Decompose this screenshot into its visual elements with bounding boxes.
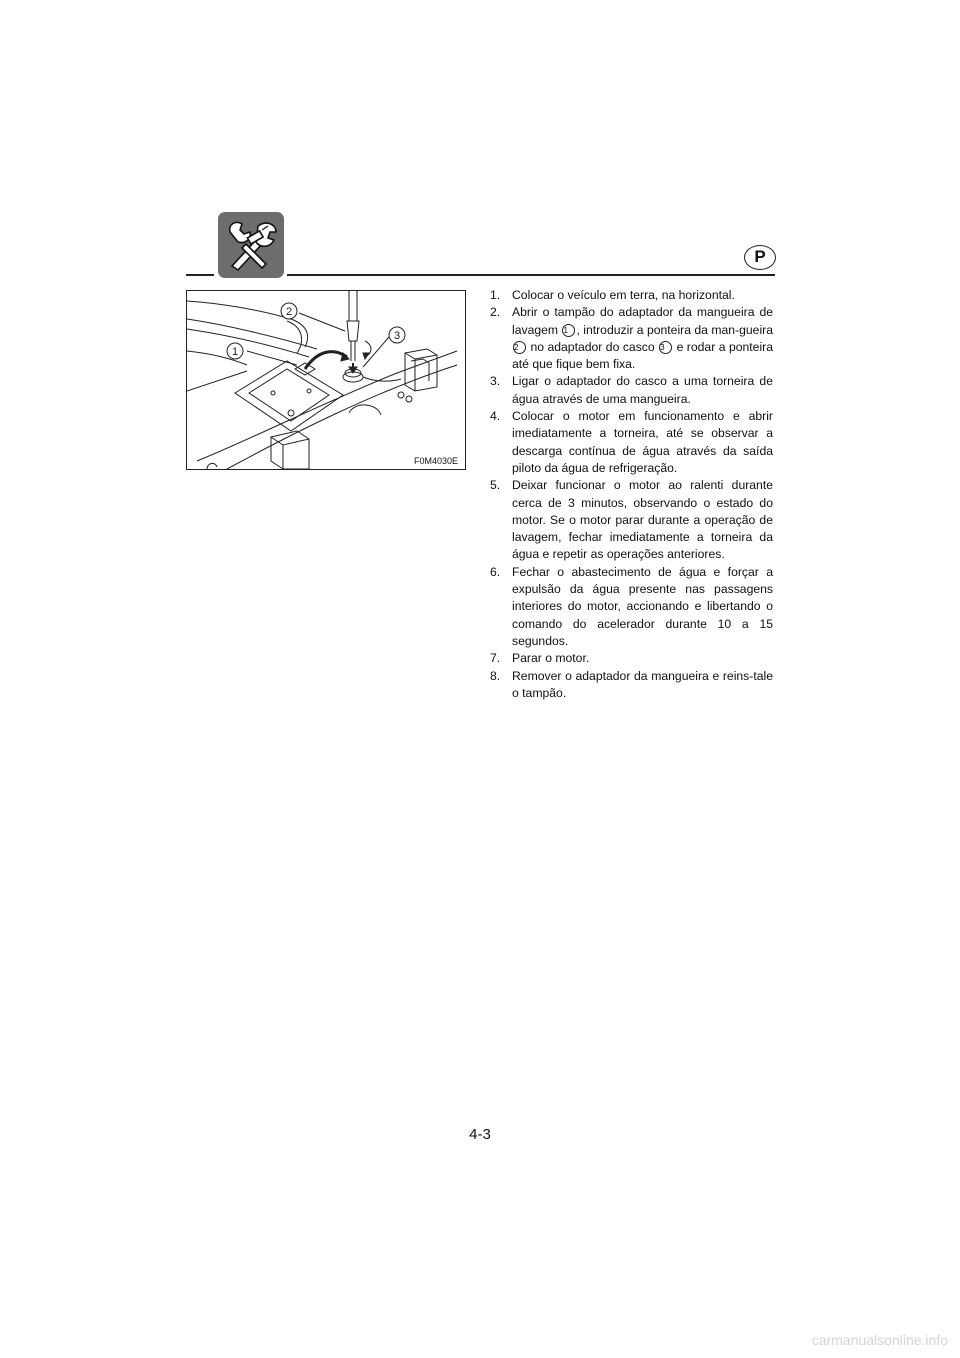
step-text — [512, 565, 773, 648]
step-text-segment: Remover o adaptador da mangueira e reins-tale o tampão. — [512, 668, 773, 700]
callout-3: 3 — [393, 330, 401, 342]
step-number: 5. — [490, 478, 501, 493]
step-number: 1. — [490, 288, 501, 302]
step-text-segment: Deixar funcionar o motor ao ralenti durante cerca de 3 minutos, observando o estado do motor. Se o motor parar durante a operação de lavagem, fechar imediatamente a torneira da água e repetir as operações anteriores. — [512, 478, 773, 562]
step-text — [512, 288, 735, 302]
header-rule-right — [287, 274, 775, 276]
step-item — [490, 373, 773, 408]
callout-reference: 1 — [562, 324, 575, 337]
language-badge: P — [744, 245, 776, 270]
step-text — [512, 409, 773, 475]
step-text-segment: Fechar o abastecimento de água e forçar a expulsão da água presente nas passagens interiores do motor, accionando e libertando o comando do acelerador durante 10 a 15 segundos. — [512, 564, 773, 648]
callout-2: 2 — [285, 306, 293, 318]
step-number: 7. — [490, 651, 501, 666]
step-text — [512, 374, 773, 405]
header-rule-left — [186, 274, 214, 276]
callout-1: 1 — [231, 346, 239, 358]
figure-code: F0M4030E — [413, 456, 458, 466]
watermark: carmanualsonline.info — [811, 1332, 948, 1348]
step-text-segment: Colocar o motor em funcionamento e abrir imediatamente a torneira, até se observar a descarga contínua de água através da saída piloto da água de refrigeração. — [512, 409, 773, 475]
step-text — [512, 305, 773, 371]
step-text-segment: e rodar a ponteira até que fique bem fixa. — [512, 339, 773, 372]
step-text-segment: Colocar o veículo em terra, na horizontal. — [512, 288, 735, 302]
step-number: 8. — [490, 668, 501, 683]
step-text — [512, 651, 589, 665]
page-number: 4-3 — [469, 1126, 491, 1143]
step-text-segment: Parar o motor. — [512, 651, 590, 666]
step-item — [490, 650, 773, 667]
step-text-segment: , introduzir a ponteira da man-gueira — [576, 322, 773, 337]
step-number: 6. — [490, 564, 501, 579]
step-item — [490, 564, 773, 650]
step-text-segment: Ligar o adaptador do casco a uma torneira de água através de uma mangueira. — [512, 374, 773, 406]
callout-reference: 3 — [659, 341, 672, 354]
step-number: 3. — [490, 374, 501, 389]
step-text-segment: no adaptador do casco — [527, 339, 659, 354]
step-item — [490, 668, 773, 703]
step-item — [490, 287, 773, 304]
callout-reference: 2 — [513, 341, 526, 354]
hose-adapter-illustration — [187, 291, 465, 469]
figure-hull-adapter — [186, 290, 466, 470]
step-number: 4. — [490, 409, 501, 424]
step-item — [490, 408, 773, 477]
step-text — [512, 669, 773, 700]
tools-wrench-icon — [218, 212, 284, 278]
step-item — [490, 477, 773, 563]
procedure-steps — [490, 287, 773, 702]
step-text — [512, 478, 773, 561]
step-item — [490, 304, 773, 373]
step-text-segment: Abrir o tampão do adaptador da mangueira de lavagem — [512, 305, 773, 337]
step-number: 2. — [490, 305, 501, 320]
